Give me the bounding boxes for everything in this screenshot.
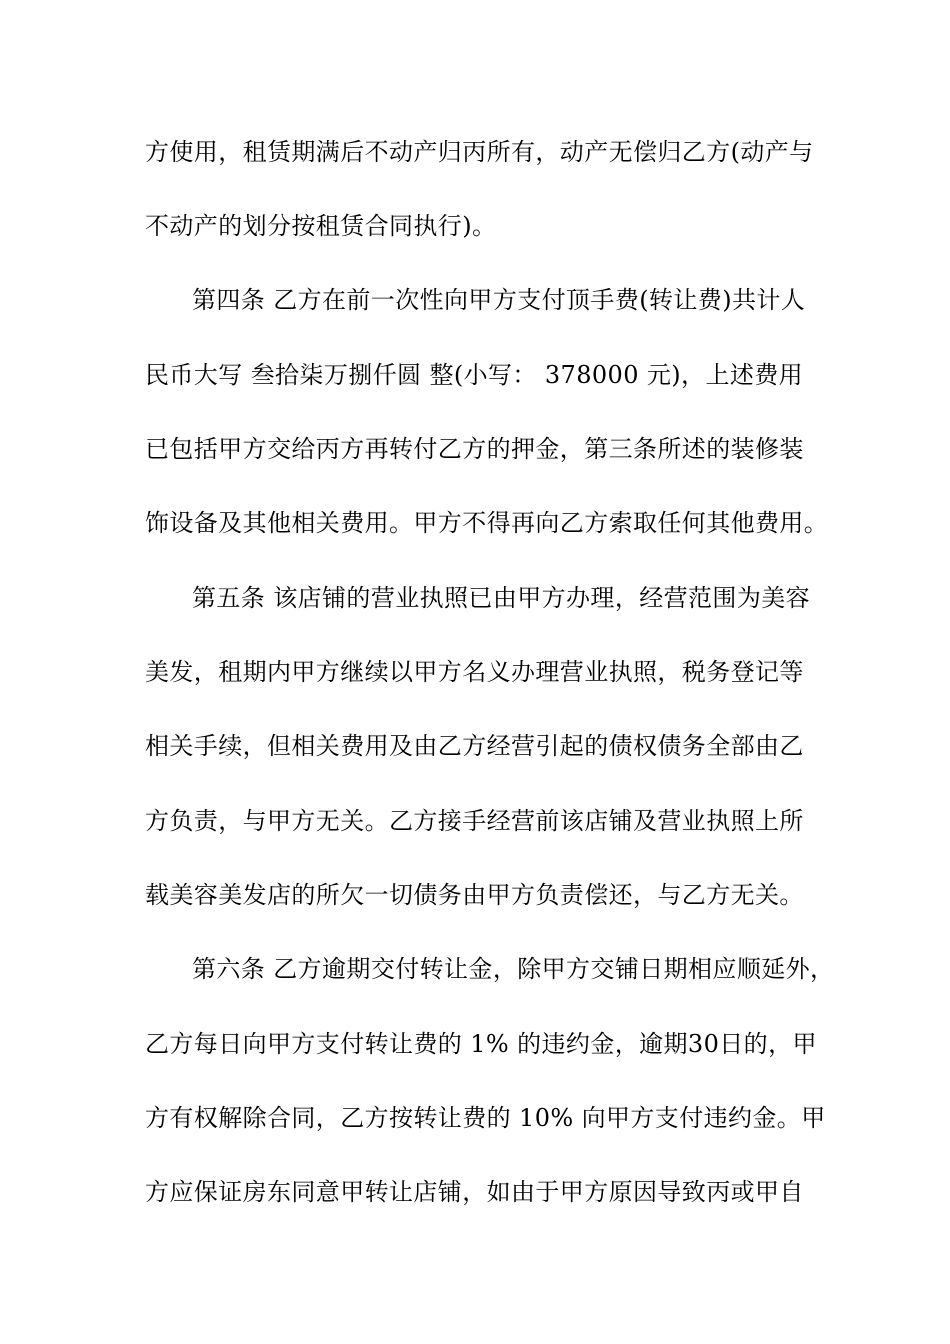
article-6-start: 第六条 乙方逾期交付转让金，除甲方交铺日期相应顺延外， [192, 955, 835, 983]
text-line: 方负责，与甲方无关。乙方接手经营前该店铺及营业执照上所 [145, 807, 804, 835]
text-line: 乙方每日向甲方支付转让费的 1% 的违约金，逾期30日的，甲 [145, 1030, 817, 1058]
text-line: 民币大写 叁拾柒万捌仟圆 整(小写： 378000 元)，上述费用 [145, 361, 804, 389]
text-line: 饰设备及其他相关费用。甲方不得再向乙方索取任何其他费用。 [145, 509, 829, 537]
text-line: 方使用，租赁期满后不动产归丙所有，动产无偿归乙方(动产与 [145, 138, 814, 166]
text-line: 方有权解除合同，乙方按转让费的 10% 向甲方支付违约金。甲 [145, 1104, 826, 1132]
article-5-start: 第五条 该店铺的营业执照已由甲方办理，经营范围为美容 [192, 584, 811, 612]
text-line: 不动产的划分按租赁合同执行)。 [145, 212, 497, 240]
text-line: 方应保证房东同意甲转让店铺，如由于甲方原因导致丙或甲自 [145, 1178, 804, 1206]
text-line: 已包括甲方交给丙方再转付乙方的押金，第三条所述的装修装 [145, 435, 804, 463]
text-line: 美发，租期内甲方继续以甲方名义办理营业执照，税务登记等 [145, 658, 804, 686]
article-4-start: 第四条 乙方在前一次性向甲方支付顶手费(转让费)共计人 [192, 286, 806, 314]
text-line: 相关手续，但相关费用及由乙方经营引起的债权债务全部由乙 [145, 732, 804, 760]
text-line: 载美容美发店的所欠一切债务由甲方负责偿还，与乙方无关。 [145, 881, 804, 909]
